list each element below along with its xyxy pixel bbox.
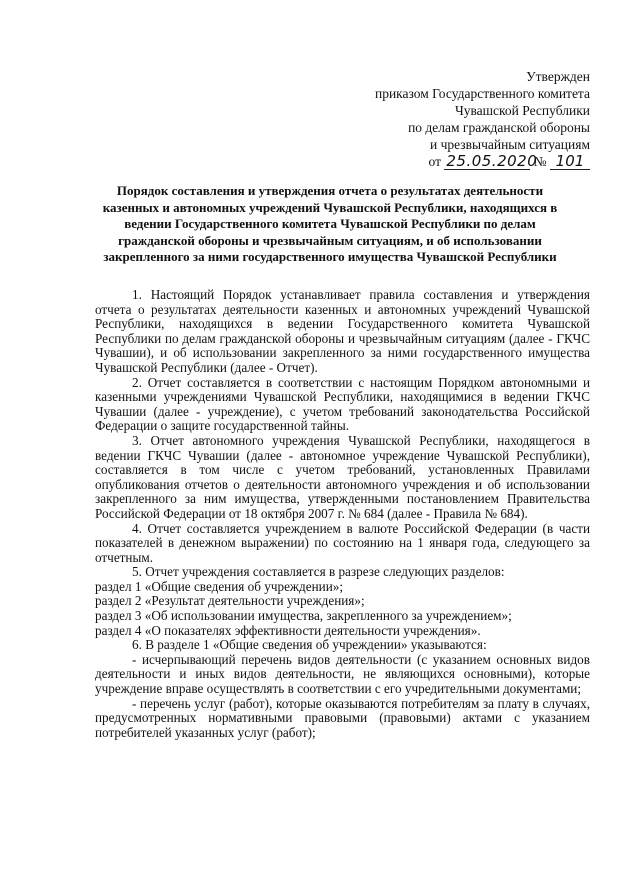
list-item-services: - перечень услуг (работ), которые оказываются потребителям за плату в случаях, предусмотренных нормативными правовыми (правовыми) актами с указанием потребителей указанных услуг (работ); xyxy=(95,695,590,740)
section-item-1: раздел 1 «Общие сведения об учреждении»; xyxy=(95,578,344,594)
paragraph-1: 1. Настоящий Порядок устанавливает правила составления и утверждения отчета о результатах деятельности казенных и автономных учреждений Чувашской Республики, находящихся в ведении Государственного комитета Чувашской Республики по делам гражданской обороны и чрезвычайным ситуациям (далее - ГКЧС Чувашии), и об использовании закрепленного за ними государственного имущества Чувашской Республики (далее - Отчет). xyxy=(95,287,590,375)
document-title: Порядок составления и утверждения отчета о результатах деятельности казенных и автономных учреждений Чувашской Республики, находящихся в ведении Государственного комитета Чувашской Республики по делам гражданской обороны и чрезвычайным ситуациям, и об использовании закрепленного за ними государственного имущества Чувашской Республики xyxy=(102,183,558,264)
approval-line-3: Чувашской Республики xyxy=(454,103,590,118)
paragraph-6: 6. В разделе 1 «Общие сведения об учреждении» указываются: xyxy=(132,637,487,653)
paragraph-4: 4. Отчет составляется учреждением в валюте Российской Федерации (в части показателей в денежном выражении) по состоянию на 1 января года, следующего за отчетным. xyxy=(95,520,590,565)
approval-line-4: по делам гражданской обороны xyxy=(408,120,590,135)
paragraph-5: 5. Отчет учреждения составляется в разрезе следующих разделов: xyxy=(132,564,505,580)
approval-heading: Утвержден xyxy=(526,69,590,84)
approval-line-2: приказом Государственного комитета xyxy=(374,86,590,101)
approval-line-5: и чрезвычайным ситуациям xyxy=(430,137,590,152)
list-item-activities: - исчерпывающий перечень видов деятельности (с указанием основных видов деятельности и иных видов деятельности, не являющихся основными), которые учреждение вправе осуществлять в соответствии с его учредительными документами; xyxy=(95,651,590,697)
handwritten-date: 25.05.2020 xyxy=(446,152,538,170)
handwritten-number: 101 xyxy=(550,154,590,170)
section-item-2: раздел 2 «Результат деятельности учреждения»; xyxy=(95,593,365,609)
section-item-4: раздел 4 «О показателях эффективности деятельности учреждения». xyxy=(95,622,481,638)
paragraph-3: 3. Отчет автономного учреждения Чувашской Республики, находящегося в ведении ГКЧС Чувашии (далее - автономное учреждение Чувашской Республики), составляется в том числе с учетом требований, установленных Правилами опубликования отчетов о деятельности автономного учреждения и об использовании закрепленного за ним имущества, утвержденными постановлением Правительства Российской Федерации от 18 октября 2007 г. № 684 (далее - Правила № 684). xyxy=(95,432,590,521)
document-body xyxy=(95,288,590,740)
paragraph-2: 2. Отчет составляется в соответствии с настоящим Порядком автономными и казенными учреждениями Чувашской Республики, находящимися в ведении ГКЧС Чувашии (далее - учреждение), с учетом требований законодательства Российской Федерации о защите государственной тайны. xyxy=(95,374,590,434)
section-item-3: раздел 3 «Об использовании имущества, закрепленного за учреждением»; xyxy=(95,608,512,624)
date-prefix: от xyxy=(428,154,441,169)
number-prefix: № xyxy=(533,154,547,169)
approval-block xyxy=(375,68,590,170)
approval-date-row xyxy=(375,153,590,170)
